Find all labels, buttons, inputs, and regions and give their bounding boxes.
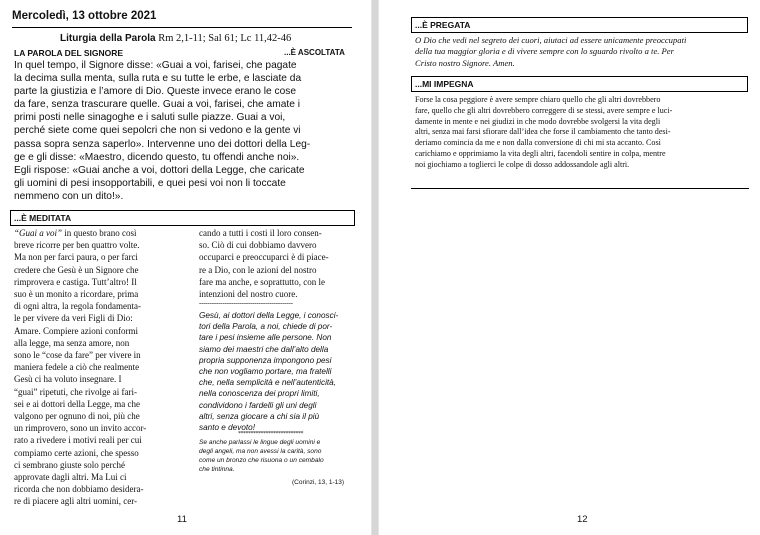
meditation-line: breve ricorre per ben quattro volte. <box>14 240 140 251</box>
gospel-line: la decima sulla menta, sulla ruta e su tutte le erbe, e lasciate da <box>14 73 302 85</box>
meditation-line: re a Dio, con le azioni del nostro <box>199 264 317 275</box>
meditation-line: sei e ai dottori della Legge, ma che <box>14 398 140 409</box>
date-rule <box>12 27 352 28</box>
impegna-line: fare, quello che gli altri dovrebbero correggere di se stessi, avere sempre e luci- <box>415 105 673 115</box>
meditation-line: approvate dagli altri. Ma Lui ci <box>14 472 127 483</box>
meditata-heading-box <box>10 210 355 226</box>
meditation-line: alla legge, ma senza amore, non <box>14 337 130 348</box>
impegna-text <box>415 95 755 171</box>
impegna-line: altri, senza mai farsi sfiorare dall’idea che forse il cambiamento che tanto desi- <box>415 127 671 137</box>
meditation-line: suo è un monito a ricordare, prima <box>14 289 139 300</box>
meditation-line: fare ma anche, e soprattutto, con le <box>199 276 325 287</box>
right-page <box>378 0 760 535</box>
pregata-line: della tua maggior gloria e di vivere sempre con lo sguardo rivolto a te. Per <box>415 46 674 57</box>
meditation-line: Gesù ci ha voluto insegnare. I <box>14 374 122 385</box>
meditation-line: Amare. Compiere azioni conformi <box>14 325 138 336</box>
prayer-line: altri, senza giocare a chi sia il più <box>199 411 320 421</box>
prayer-line: santo e devoto! <box>199 423 255 433</box>
left-page <box>0 0 372 535</box>
parola-heading: LA PAROLA DEL SIGNORE <box>14 48 124 58</box>
impegna-heading: ...MI IMPEGNA <box>415 79 474 89</box>
impegna-heading-box <box>411 76 748 92</box>
pregata-heading-box <box>411 17 748 33</box>
quote-text <box>199 438 364 474</box>
prayer-text <box>199 310 361 433</box>
gospel-line: Egli rispose: «Guai anche a voi, dottori della Legge, che caricate <box>14 164 305 176</box>
quote-line: degli angeli, ma non avessi la carità, sono <box>199 448 322 455</box>
liturgia-refs: Rm 2,1-11; Sal 61; Lc 11,42-46 <box>158 33 292 44</box>
meditation-column-2 <box>199 227 359 300</box>
meditation-line: di ogni altra, la regola fondamenta- <box>14 301 141 312</box>
gospel-line: nemmeno con un dito!». <box>14 190 124 202</box>
meditation-line: compiamo certe azioni, che spesso <box>14 447 139 458</box>
meditation-line: ricorda che non dobbiamo desidera- <box>14 484 144 495</box>
pregata-line: Cristo nostro Signore. Amen. <box>415 57 515 68</box>
meditation-line: ci sembrano giuste solo perché <box>14 459 125 470</box>
meditation-line: Ma non per farci paura, o per farci <box>14 252 138 263</box>
meditation-line: maniera fedele a ciò che realmente <box>14 362 140 373</box>
quote-line: che tintinna. <box>199 466 235 473</box>
gospel-line: parte la giustizia e l’amore di Dio. Queste invece erano le cose <box>14 86 297 98</box>
prayer-line: tori della Parola, a noi, chiede di por- <box>199 322 333 332</box>
meditation-line: re di piacere agli altri uomini, cer- <box>14 496 138 507</box>
meditation-line: credere che Gesù è un Signore che <box>14 264 139 275</box>
quote-line: Se anche parlassi le lingue degli uomini e <box>199 439 321 446</box>
meditation-line: cando a tutti i costi il loro consen- <box>199 228 322 238</box>
prayer-line: che non vogliamo portare, ma fratelli <box>199 367 332 377</box>
gospel-line: perché siete come quei sepolcri che non si vedono e la gente vi <box>14 125 301 137</box>
pregata-text <box>415 35 755 69</box>
quote-line: come un bronzo che risuona o un cembalo <box>199 457 324 464</box>
meditation-line: le per vivere da veri Figli di Dio: <box>14 313 133 324</box>
prayer-line: propria supponenza impongono pesi <box>199 355 332 365</box>
prayer-line: Gesù, ai dottori della Legge, i conosci- <box>199 311 339 320</box>
meditata-heading: ...È MEDITATA <box>14 213 72 223</box>
gospel-line: passa sopra senza saperlo». Intervenne uno dei dottori della Leg- <box>14 138 311 150</box>
gospel-line: da fare, senza trascurare quelle. Guai a voi, farisei, che amate i <box>14 99 300 111</box>
impegna-line: deriamo comincia da me e non dalla conversione di chi mi sta accanto. Così <box>415 138 661 148</box>
meditation-line-rest: in questo brano così <box>62 228 137 238</box>
meditation-line: rato a rivedere i motivi reali per cui <box>14 435 142 446</box>
meditation-line: intenzioni del nostro cuore. <box>199 289 298 300</box>
prayer-line: nella conoscenza dei propri limiti, <box>199 389 320 399</box>
meditation-line: rimprovera e castiga. Tutt’altro! Il <box>14 276 137 287</box>
pregata-line: O Dio che vedi nel segreto dei cuori, aiutaci ad essere unicamente preoccupati <box>415 35 687 45</box>
prayer-line: condividono i fardelli gli uni degli <box>199 400 317 410</box>
meditation-line: sono le “cose da fare” per vivere in <box>14 350 141 361</box>
impegna-line: carichiamo e opprimiamo la vita degli altri, facendoli sentire in colpa, mentre <box>415 148 666 158</box>
liturgia-label: Liturgia della Parola <box>60 33 156 44</box>
gospel-line: ge e gli disse: «Maestro, dicendo questo, tu offendi anche noi». <box>14 151 300 163</box>
prayer-line: siamo dei maestri che dall’alto della <box>199 344 329 354</box>
meditation-line: so. Ciò di cui dobbiamo davvero <box>199 240 317 251</box>
prayer-line: tare i pesi insieme alle persone. Non <box>199 333 332 343</box>
meditation-line: “guai” ripetuti, che rivolge ai fari- <box>14 386 137 397</box>
meditation-line: valgono per ognuno di noi, più che <box>14 411 140 422</box>
section-end-rule <box>411 188 749 189</box>
date-heading: Mercoledì, 13 ottobre 2021 <box>12 10 157 22</box>
liturgia-line <box>60 33 360 44</box>
gospel-text <box>14 59 354 203</box>
meditation-line-start: “Guai a voi” <box>14 228 63 238</box>
gospel-line: gli uomini di pesi insopportabili, e quei pesi voi non li toccate <box>14 177 286 189</box>
meditation-column-1 <box>14 227 184 508</box>
pregata-heading: ...È PREGATA <box>415 20 471 30</box>
impegna-line: damente in mente e nei giudizi in che modo dovrebbe svolgersi la vita degli <box>415 116 661 126</box>
meditation-line <box>14 227 184 239</box>
page-number-left: 11 <box>177 514 187 525</box>
gospel-line: primi posti nelle sinagoghe e i saluti sulle piazze. Guai a voi, <box>14 112 286 124</box>
impegna-line: Forse la cosa peggiore è avere sempre chiaro quello che gli altri dovrebbero <box>415 95 661 104</box>
prayer-line: che, nella semplicità e nell’autenticità, <box>199 378 336 388</box>
meditation-line: un rimprovero, sono un invito accor- <box>14 423 147 434</box>
star-separator: ************************** <box>238 431 303 437</box>
quote-reference: (Corinzi, 13, 1-13) <box>292 479 345 486</box>
dashed-separator: -------------------------------------------- <box>199 299 293 307</box>
gospel-line: In quel tempo, il Signore disse: «Guai a voi, farisei, che pagate <box>14 60 297 71</box>
page-number-right: 12 <box>577 514 588 525</box>
impegna-line: noi giochiamo a toglierci le colpe di dosso addossandole agli altri. <box>415 159 630 169</box>
ascoltata-heading: ...È ASCOLTATA <box>284 48 345 57</box>
meditation-line: occuparci e preoccuparci è di piace- <box>199 252 329 263</box>
